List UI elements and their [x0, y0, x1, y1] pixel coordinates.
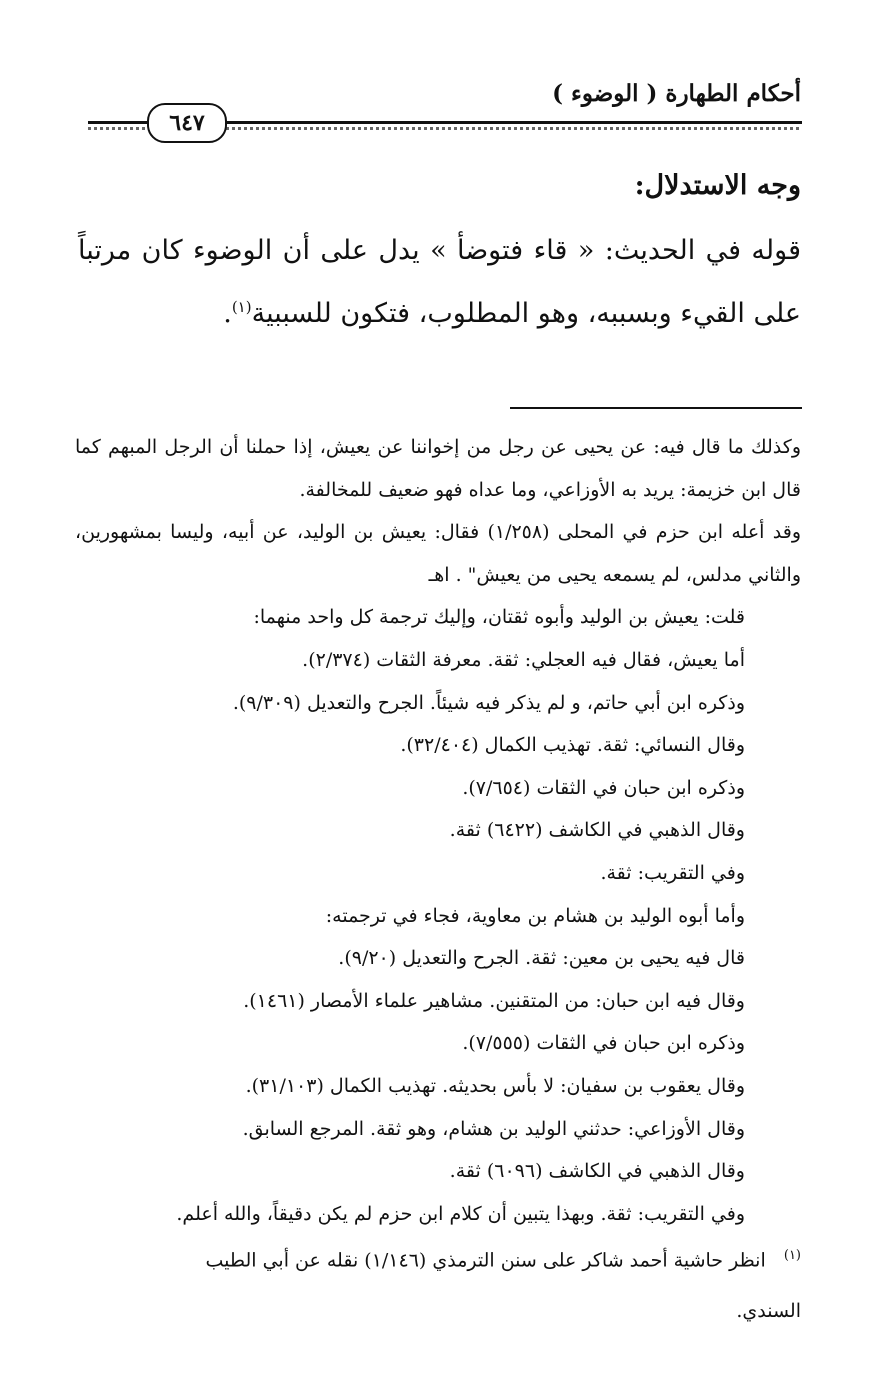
footnote-paragraph: وكذلك ما قال فيه: عن يحيى عن رجل من إخواننا عن يعيش، إذا حملنا أن الرجل المبهم كما قال ابن خزيمة: يريد به الأوزاعي، وما عداه فهو ضعيف للمخالفة. — [75, 436, 801, 501]
main-text: قوله في الحديث: « قاء فتوضأ » يدل على أن الوضوء كان مرتباً على القيء وبسببه، وهو المطلوب، فتكون للسببية — [78, 235, 801, 329]
footnote-line: وقال الذهبي في الكاشف (٦٠٩٦) ثقة. — [449, 1160, 745, 1183]
footnote-line: وقال النسائي: ثقة. تهذيب الكمال (٣٢/٤٠٤). — [400, 734, 745, 757]
footnote-line: وفي التقريب: ثقة. وبهذا يتبين أن كلام ابن حزم لم يكن دقيقاً، والله أعلم. — [176, 1202, 745, 1225]
main-text-end: . — [223, 298, 232, 329]
footnote-line: وفي التقريب: ثقة. — [600, 861, 745, 884]
footnote-line: قال فيه يحيى بن معين: ثقة. الجرح والتعديل (٩/٢٠). — [338, 947, 745, 970]
footnote-line: أما يعيش، فقال فيه العجلي: ثقة. معرفة الثقات (٢/٣٧٤). — [302, 648, 745, 671]
footnote-line: وأما أبوه الوليد بن هشام بن معاوية، فجاء في ترجمته: — [325, 904, 745, 927]
footnote-line: وقال يعقوب بن سفيان: لا بأس بحديثه. تهذيب الكمال (٣١/١٠٣). — [245, 1074, 745, 1097]
footnote-line: وذكره ابن حبان في الثقات (٧/٥٥٥). — [462, 1032, 745, 1055]
footnote-line: قلت: يعيش بن الوليد وأبوه ثقتان، وإليك ترجمة كل واحد منهما: — [253, 606, 745, 629]
footnote-line: وقال الأوزاعي: حدثني الوليد بن هشام، وهو ثقة. المرجع السابق. — [242, 1117, 745, 1140]
section-heading: وجه الاستدلال: — [634, 170, 801, 201]
footnote-ref: (١) — [231, 298, 252, 316]
footnote-line: وقال الذهبي في الكاشف (٦٤٢٢) ثقة. — [449, 819, 745, 842]
footnote-1 — [75, 1235, 801, 1282]
footnote-1-tail: السندي. — [736, 1300, 801, 1323]
footnote-1-text: انظر حاشية أحمد شاكر على سنن الترمذي (١/١٤٦) نقله عن أبي الطيب — [205, 1249, 766, 1272]
running-title: أحكام الطهارة ( الوضوء ) — [552, 80, 801, 107]
main-paragraph — [78, 222, 801, 342]
footnote-line: وذكره ابن حبان في الثقات (٧/٦٥٤). — [462, 776, 745, 799]
footnote-line: وذكره ابن أبي حاتم، و لم يذكر فيه شيئاً. الجرح والتعديل (٩/٣٠٩). — [232, 691, 745, 714]
page-number: ٦٤٧ — [147, 103, 227, 143]
footnote-1-marker: (١) — [783, 1248, 801, 1264]
footnote-line: وقال فيه ابن حبان: من المتقنين. مشاهير علماء الأمصار (١٤٦١). — [243, 989, 745, 1012]
footnotes — [75, 426, 801, 1333]
footnote-paragraph: وقد أعله ابن حزم في المحلى (١/٢٥٨) فقال: يعيش بن الوليد، عن أبيه، وليسا بمشهورين، والثاني مدلس، لم يسمعه يحيى من يعيش" . اهـ — [75, 521, 801, 586]
footnote-separator — [510, 407, 802, 409]
